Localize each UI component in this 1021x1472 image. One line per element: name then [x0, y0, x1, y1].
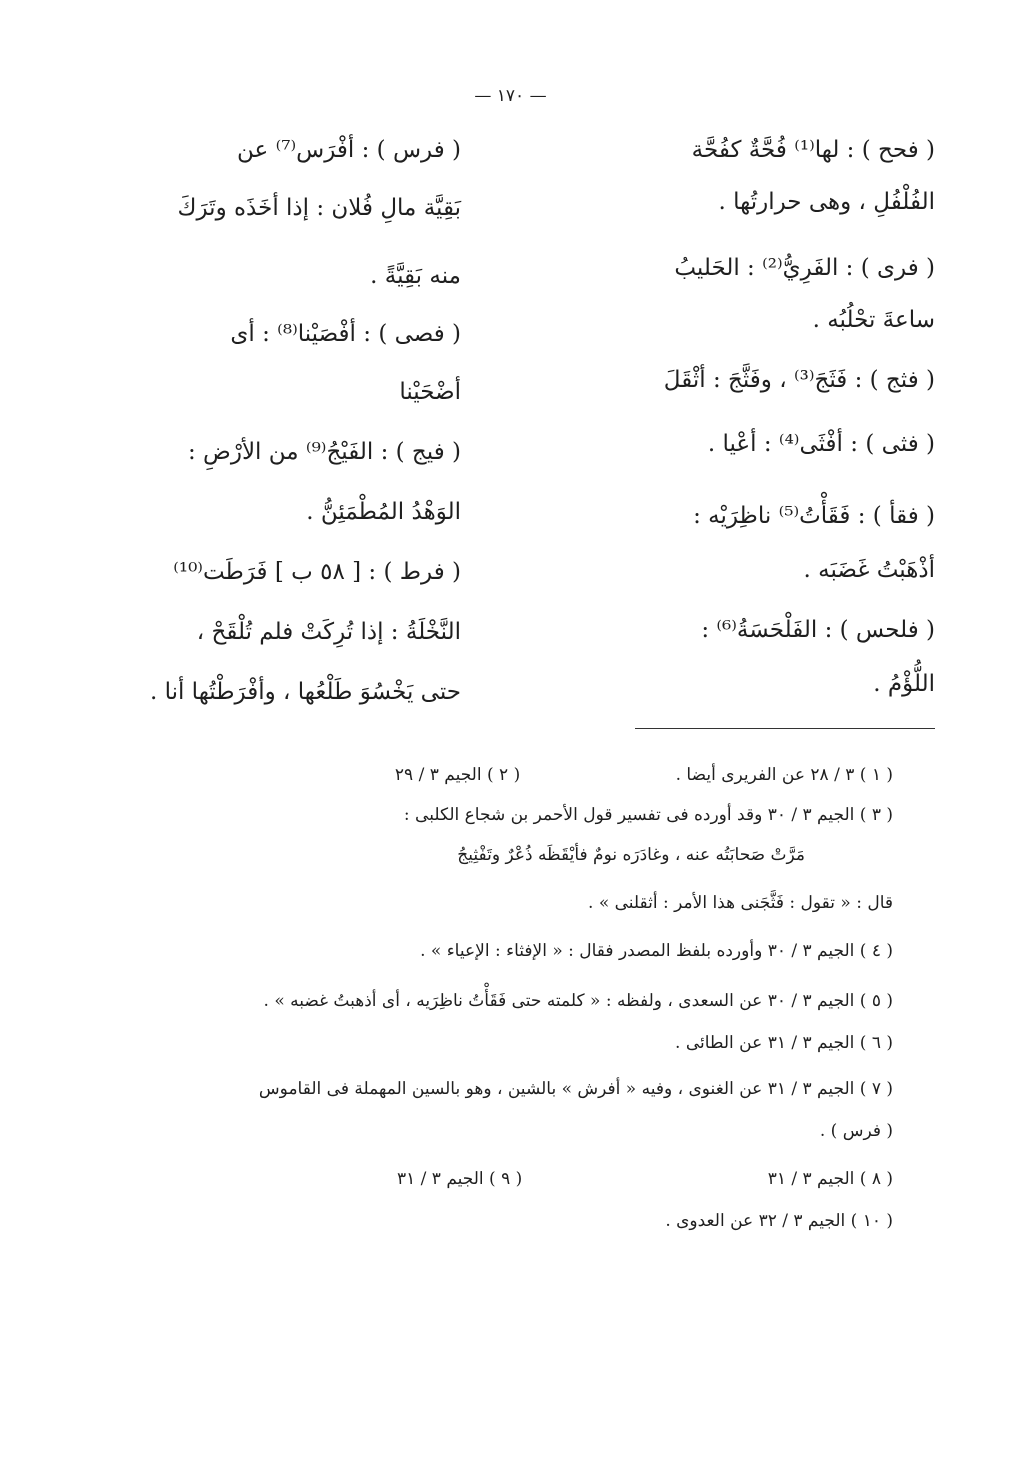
entry-line: الفُلْفُلِ ، وهى حرارتُها .	[718, 189, 935, 215]
footnote-3-continued: قال : « تقول : فَثَّجَنى هذا الأمر : أثقلنى » .	[588, 893, 893, 913]
entry-line: ( فصى ) : أفْصَيْنا⁽⁸⁾ : أى	[230, 321, 461, 347]
footnote-9: ( ٩ ) الجيم ٣ / ٣١	[396, 1169, 523, 1189]
entry-line: ( فرس ) : أفْرَس⁽⁷⁾ عن	[237, 137, 461, 163]
footnote-7: ( ٧ ) الجيم ٣ / ٣١ عن الغنوى ، وفيه « أفرش » بالشين ، وهو بالسين المهملة فى القاموس	[258, 1079, 893, 1099]
footnote-2: ( ٢ ) الجيم ٣ / ٢٩	[394, 765, 521, 785]
footnote-row	[395, 760, 893, 790]
footnote-8: ( ٨ ) الجيم ٣ / ٣١	[767, 1169, 893, 1189]
footnote-divider	[635, 728, 935, 729]
entry-line: ( فثى ) : أفْثَى⁽⁴⁾ : أعْيا .	[707, 431, 935, 457]
footnote-row	[397, 1164, 893, 1194]
footnote-7-continued: ( فرس ) .	[819, 1121, 893, 1141]
entry-line: أذْهَبْتُ غَضَبَه .	[803, 557, 935, 583]
footnote-6: ( ٦ ) الجيم ٣ / ٣١ عن الطائى .	[675, 1033, 893, 1053]
entry-line: ساعةَ تحْلُبُه .	[812, 307, 935, 333]
footnote-10: ( ١٠ ) الجيم ٣ / ٣٢ عن العدوى .	[665, 1211, 893, 1231]
entry-line: ( فثج ) : فَثَجَ⁽³⁾ ، وفَثَّجَ : أثْقَلَ	[663, 367, 935, 393]
footnote-1: ( ١ ) ٣ / ٢٨ عن الفريرى أيضا .	[675, 765, 893, 785]
entry-line: ( فرى ) : الفَرِيُّ⁽²⁾ : الحَليبُ	[674, 255, 935, 281]
entry-line: ( فقأ ) : فَقَأْتُ⁽⁵⁾ ناظِرَيْه :	[693, 503, 935, 529]
page-number: — ١٧٠ —	[474, 86, 547, 106]
footnote-5: ( ٥ ) الجيم ٣ / ٣٠ عن السعدى ، ولفظه : « كلمته حتى فَقَأْتُ ناظِرَيه ، أى أذهبتُ غضبه » .	[263, 991, 893, 1011]
footnote-3: ( ٣ ) الجيم ٣ / ٣٠ وقد أورده فى تفسير قول الأحمر بن شجاع الكلبى :	[403, 805, 893, 825]
footnote-4: ( ٤ ) الجيم ٣ / ٣٠ وأورده بلفظ المصدر فقال : « الإفثاء : الإعياء » .	[420, 941, 893, 961]
entry-line: ( فلحس ) : الفَلْحَسَةُ⁽⁶⁾ :	[701, 617, 935, 643]
entry-line: ( فرط ) : [ ٥٨ ب ] فَرَطَت⁽¹⁰⁾	[173, 559, 461, 585]
entry-line: اللُّؤْمُ .	[873, 671, 935, 697]
entry-line: الوَهْدُ المُطْمَئِنُّ .	[306, 499, 461, 525]
entry-line: النَّخْلَةُ : إذا تُرِكَتْ فلم تُلْقَحْ ،	[196, 619, 461, 645]
entry-line: أضْحَيْنا	[399, 379, 461, 405]
entry-line: ( فحح ) : لها⁽¹⁾ فُحَّةٌ كفُحَّة	[691, 137, 935, 163]
entry-line: منه بَقِيَّةً .	[370, 263, 461, 289]
entry-line: حتى يَخْسُوَ طَلْعُها ، وأفْرَطْتُها أنا .	[149, 679, 461, 705]
entry-line: بَقِيَّة مالِ فُلان : إذا أخَذَه وتَرَكَ	[177, 195, 461, 221]
footnote-3-verse: مَرَّتْ صَحابَتُه عنه ، وغادَرَه نومٌ فأيْقَظَه ذُعْرٌ وتَفْثِيجُ	[457, 845, 805, 865]
entry-line: ( فيج ) : الفَيْجُ⁽⁹⁾ من الأرْضِ :	[187, 439, 461, 465]
